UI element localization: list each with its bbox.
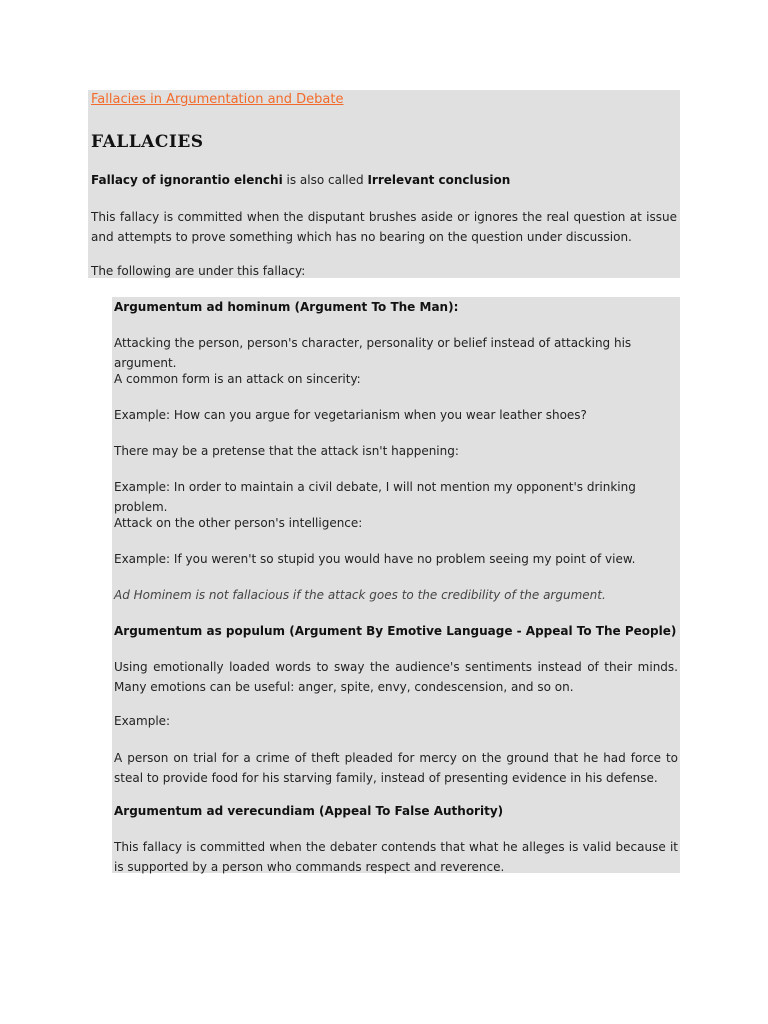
hominem-note: Ad Hominem is not fallacious if the attack goes to the credibility of the argument. — [114, 588, 606, 602]
hominem-p2: A common form is an attack on sincerity: — [114, 372, 361, 386]
fallacy-name: Fallacy of ignorantio elenchi — [91, 173, 283, 187]
also-called-text: is also called — [282, 173, 368, 187]
following-text: The following are under this fallacy: — [91, 264, 306, 278]
hominem-title: Argumentum ad hominum (Argument To The Man): — [114, 300, 459, 314]
verecundiam-title: Argumentum ad verecundiam (Appeal To False Authority) — [114, 804, 504, 818]
populum-p1: Using emotionally loaded words to sway the audience's sentiments instead of their minds. Many emotions can be useful: anger, spite, envy, condescension, and so on. — [114, 660, 678, 694]
fallacy-list — [112, 297, 680, 873]
hominem-p4: There may be a pretense that the attack isn't happening: — [114, 444, 459, 458]
page-heading: FALLACIES — [91, 132, 204, 152]
alt-name: Irrelevant conclusion — [367, 173, 511, 187]
intro-section — [88, 90, 680, 278]
intro-line — [91, 170, 510, 190]
populum-p2: Example: — [114, 714, 171, 728]
hominem-p6: Attack on the other person's intelligence: — [114, 516, 363, 530]
hominem-p1: Attacking the person, person's character, personality or belief instead of attacking his argument. — [114, 336, 632, 370]
hominem-p3: Example: How can you argue for vegetarianism when you wear leather shoes? — [114, 408, 587, 422]
intro-description: This fallacy is committed when the disputant brushes aside or ignores the real question at issue and attempts to prove something which has no bearing on the question under discussion. — [91, 210, 677, 244]
populum-p3: A person on trial for a crime of theft pleaded for mercy on the ground that he had force to steal to provide food for his starving family, instead of presenting evidence in his defense. — [114, 751, 678, 785]
article-title-link[interactable]: Fallacies in Argumentation and Debate — [91, 92, 344, 107]
hominem-p5: Example: In order to maintain a civil debate, I will not mention my opponent's drinking problem. — [114, 480, 636, 514]
hominem-p7: Example: If you weren't so stupid you would have no problem seeing my point of view. — [114, 552, 636, 566]
verecundiam-p1: This fallacy is committed when the debater contends that what he alleges is valid because it is supported by a person who commands respect and reverence. — [114, 840, 678, 874]
populum-title: Argumentum as populum (Argument By Emotive Language - Appeal To The People) — [114, 624, 677, 638]
